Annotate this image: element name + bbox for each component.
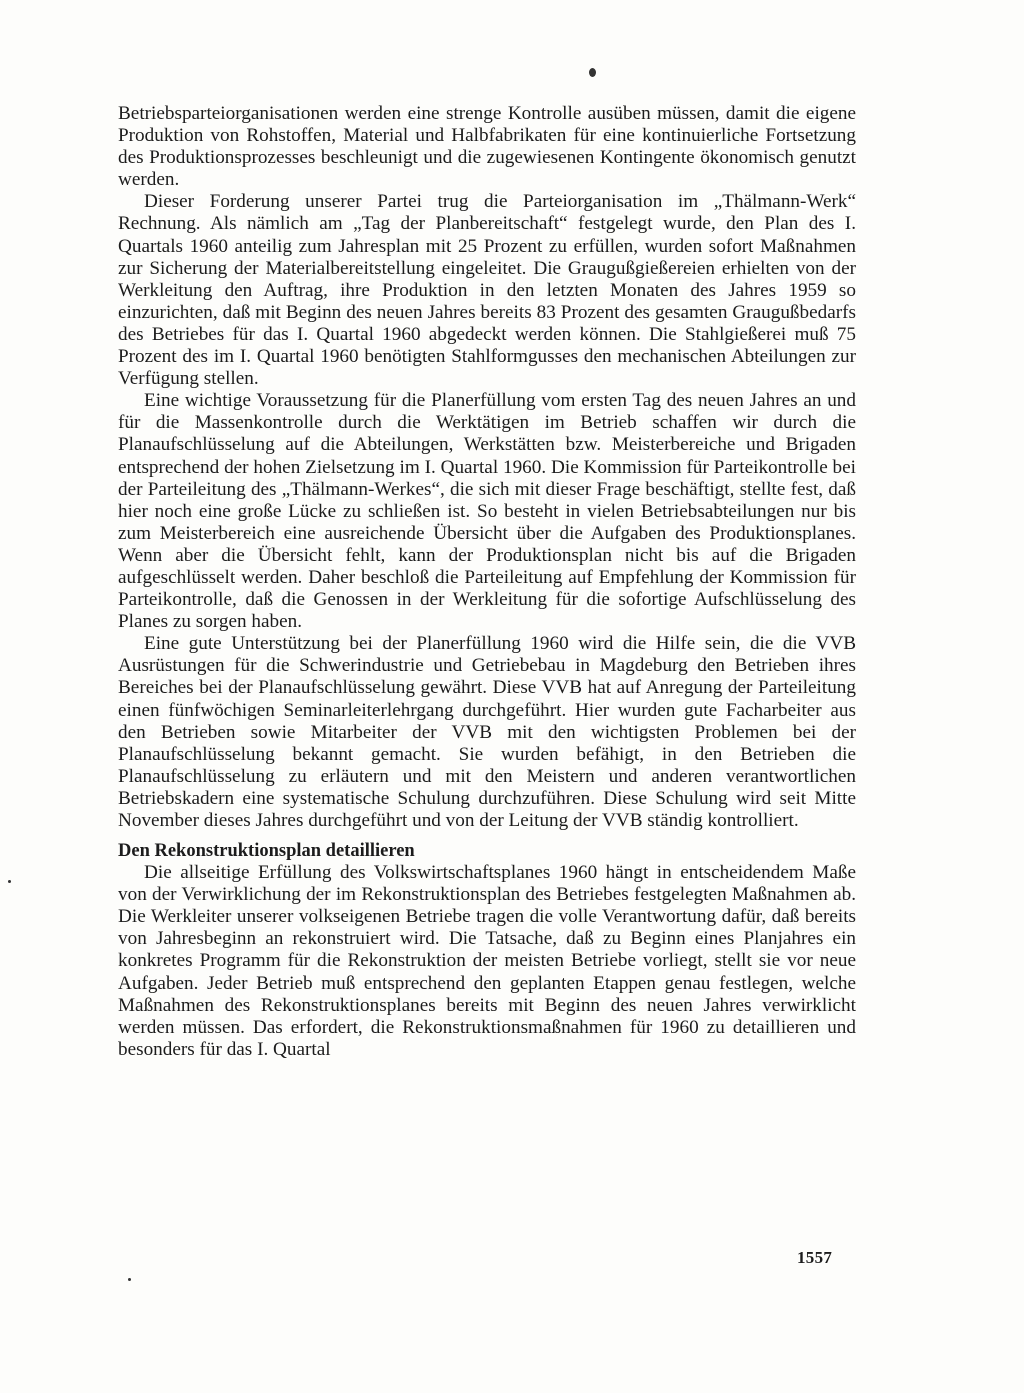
ink-speck-bottom <box>128 1278 131 1281</box>
paragraph-3: Eine wichtige Voraussetzung für die Planerfüllung vom ersten Tag des neuen Jahres an und für die Massenkontrolle durch die Werktätigen im Betrieb schaffen wir durch die Planaufschlüsselung auf die Abteilungen, Werkstätten bzw. Meisterbereiche und Brigaden entsprechend der hohen Zielsetzung im I. Quartal 1960. Die Kommission für Parteikontrolle bei der Parteileitung des „Thälmann-Werkes“, die sich mit dieser Frage beschäftigt, stellte fest, daß hier noch eine große Lücke zu schließen ist. So besteht in vielen Betriebsabteilungen nur bis zum Meisterbereich eine ausreichende Übersicht über die Aufgaben des Produktionsplanes. Wenn aber die Übersicht fehlt, kann der Produktionsplan nicht bis auf die Brigaden aufgeschlüsselt werden. Daher beschloß die Parteileitung auf Empfehlung der Kommission für Parteikontrolle, daß die Genossen in der Werkleitung für die sofortige Aufschlüsselung des Planes zu sorgen haben. <box>118 390 856 633</box>
paragraph-2: Dieser Forderung unserer Partei trug die Parteiorganisation im „Thälmann-Werk“ Rechnung. Als nämlich am „Tag der Planbereitschaft“ festgelegt wurde, den Plan des I. Quartals 1960 anteilig zum Jahresplan mit 25 Prozent zu erfüllen, wurden sofort Maßnahmen zur Sicherung der Materialbereitstellung eingeleitet. Die Graugußgießereien erhielten von der Werkleitung den Auftrag, ihre Produktion in den letzten Monaten des Jahres 1959 so einzurichten, daß mit Beginn des neuen Jahres bereits 83 Prozent des gesamten Graugußbedarfs des Betriebes für das I. Quartal 1960 abgedeckt werden können. Die Stahlgießerei muß 75 Prozent des im I. Quartal 1960 benötigten Stahlformgusses den mechanischen Abteilungen zur Verfügung stellen. <box>118 191 856 390</box>
paragraph-5: Die allseitige Erfüllung des Volkswirtschaftsplanes 1960 hängt in entscheidendem Maße von der Verwirklichung der im Rekonstruktionsplan des Betriebes festgelegten Maßnahmen ab. Die Werkleiter unserer volkseigenen Betriebe tragen die volle Verantwortung dafür, daß bereits von Jahresbeginn an rekonstruiert wird. Die Tatsache, daß zu Beginn eines Planjahres ein konkretes Programm für die Rekonstruktion der meisten Betriebe vorliegt, stellt sie vor neue Aufgaben. Jeder Betrieb muß entsprechend den geplanten Etappen genau festlegen, welche Maßnahmen des Rekonstruktionsplanes bereits mit Beginn des neuen Jahres verwirklicht werden müssen. Das erfordert, die Rekonstruktionsmaßnahmen für 1960 zu detaillieren und besonders für das I. Quartal <box>118 862 856 1060</box>
paragraph-4: Eine gute Unterstützung bei der Planerfüllung 1960 wird die Hilfe sein, die die VVB Ausrüstungen für die Schwerindustrie und Getriebebau in Magdeburg den Betrieben ihres Bereiches bei der Planaufschlüsselung gewährt. Diese VVB hat auf Anregung der Parteileitung einen fünfwöchigen Seminarleiterlehrgang durchgeführt. Hier wurden gute Facharbeiter aus den Betrieben sowie Mitarbeiter der VVB mit den wichtigsten Problemen bei der Planaufschlüsselung bekannt gemacht. Sie wurden befähigt, in den Betrieben die Planaufschlüsselung zu erläutern und mit den Meistern und anderen verantwortlichen Betriebskadern eine systematische Schulung durchzuführen. Diese Schulung wird seit Mitte November dieses Jahres durchgeführt und von der Leitung der VVB ständig kontrolliert. <box>118 633 856 831</box>
section-heading: Den Rekonstruktionsplan detaillieren <box>118 841 415 862</box>
paragraph-1: Betriebsparteiorganisationen werden eine strenge Kontrolle ausüben müssen, damit die eigene Produktion von Rohstoffen, Material und Halbfabrikaten für eine kontinuierliche Fortsetzung des Produktionsprozesses beschleunigt und die zugewiesenen Kontingente ökonomisch genutzt werden. <box>118 103 856 191</box>
ink-speck-left <box>8 880 11 883</box>
body-text <box>118 103 856 1061</box>
page-number: 1557 <box>797 1248 833 1267</box>
ink-speck-top <box>589 68 596 77</box>
